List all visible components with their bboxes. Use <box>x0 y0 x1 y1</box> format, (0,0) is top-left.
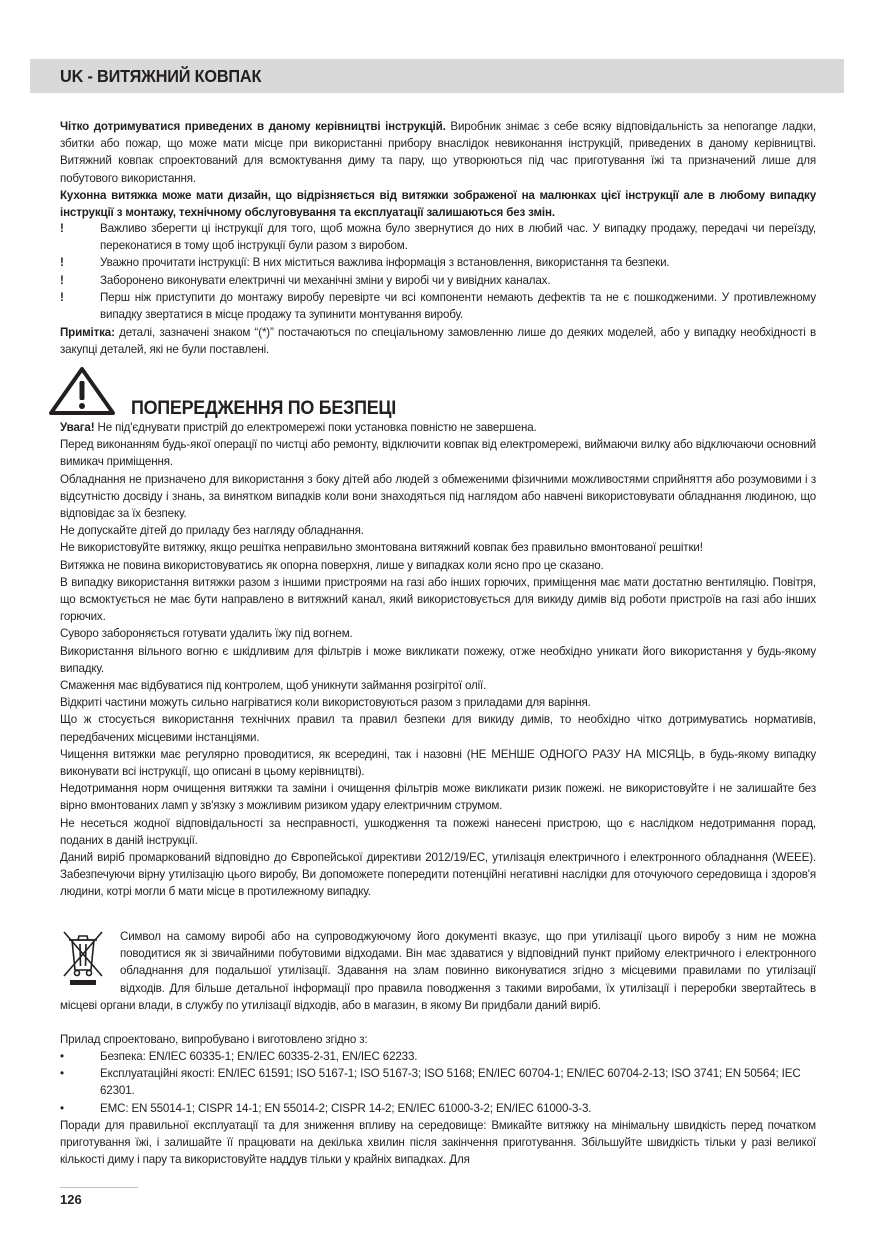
safety-paragraph: В випадку використання витяжки разом з іншими пристроями на газі або інших горючих, приміщення має мати достатню вентиляцію. Повітря, що всмоктується не має бути направлено в витяжний канал, який використовується для викиду димів від роботи пристроїв на газі або інших горючих. <box>60 575 816 624</box>
standards-text: Безпека: EN/IEC 60335-1; EN/IEC 60335-2-31, EN/IEC 62233. <box>100 1050 418 1063</box>
footer-divider <box>60 1187 138 1188</box>
exclamation-mark: ! <box>60 222 64 235</box>
intro-bold: Чітко дотримуватися приведених в даному керівництві інструкцій. <box>60 120 446 133</box>
safety-paragraph: Суворо забороняється готувати удалить їжу під вогнем. <box>60 627 353 641</box>
standards-item <box>60 1048 816 1065</box>
safety-paragraph: Смаження має відбуватися під контролем, щоб уникнути займання розігрітої олії. <box>60 679 487 693</box>
bullet: • <box>60 1067 64 1081</box>
warning-item <box>60 272 816 289</box>
safety-paragraph: Витяжка не повина використовуватись як опорна поверхня, лише у випадках коли ясно про це сказано. <box>60 558 604 572</box>
safety-body <box>60 419 816 901</box>
weee-icon-space <box>60 928 120 996</box>
safety-paragraph: Не несеться жодної відповідальності за несправності, ушкодження та пожежі нанесені пристрою, що є наслідком недотримання порад, поданих в даній інструкції. <box>60 816 816 847</box>
note-text: деталі, зазначені знаком “(*)” постачаються по спеціальному замовленню лише до деяких моделей, або у випадку необхідності в закупці деталей, які не були поставлені. <box>60 326 816 357</box>
standards-text: Експлуатаційні якості: EN/IEC 61591; ISO 5167-1; ISO 5167-3; ISO 5168; EN/IEC 60704-1; EN/IEC 60704-2-13; ISO 3741; EN 50564; IEC 62301. <box>100 1067 801 1098</box>
advice-paragraph: Поради для правильної експлуатації та для зниження впливу на середовище: Вмикайте витяжку на мінімальну швидкість перед початком приготування їжі, і залишайте її працювати на декілька хвилин після закінчення приготування. Збільшуйте швидкість тільки у разі великої кількості диму і пару та використовуйте наддув тільки у крайніх випадках. Для <box>60 1119 816 1167</box>
intro-text: Виробник знімає з себе всяку відповідальність за непоrange ладки, збитки або пожар, що може мати місце при використанні прибору внаслідок невиконання інструкцій, приведених в даному керівництві. Витяжний ковпак спроектований для всмоктування диму та пару, що утворюються під час приготування їжі та призначений лише для побутового використання. <box>60 120 816 185</box>
attention-label: Увага! <box>60 421 95 434</box>
standards-item <box>60 1065 816 1099</box>
section-header <box>30 59 844 93</box>
safety-paragraph: Не використовуйте витяжку, якщо решітка неправильно змонтована витяжний ковпак без правильно вмонтованої решітки! <box>60 541 703 555</box>
design-note-bold: Кухонна витяжка може мати дизайн, що відрізняється від витяжки зображеної на малюнках цієї інструкції але в любому випадку інструкції з монтажу, технічному обслуговування та експлуатації залишаються без змін. <box>60 189 816 220</box>
note-label: Примітка: <box>60 326 115 339</box>
page-title: UK - ВИТЯЖНИЙ КОВПАК <box>60 66 262 86</box>
warning-triangle-icon <box>47 365 117 417</box>
warning-item <box>60 220 816 254</box>
safety-paragraph: Недотримання норм очищення витяжки та заміни і очищення фільтрів може викликати ризик пожежі. не використовуйте і не залишайте без вірно вмонтованих ламп у зв'язку з можливим ризиком удару електричним струмом. <box>60 782 816 813</box>
warning-text: Важливо зберегти ці інструкції для того, щоб можна було звернутися до них в любий час. У випадку продажу, передачі чи переїзду, переконатися в тому щоб інструкції були разом з виробом. <box>100 222 816 253</box>
exclamation-mark: ! <box>60 290 64 304</box>
safety-paragraph: Чищення витяжки має регулярно проводитися, як всередині, так і назовні (НЕ МЕНШЕ ОДНОГО РАЗУ НА МІСЯЦЬ, в будь-якому випадку виконувати всі інструкції, що описані в цьому керівництві). <box>60 747 816 779</box>
safety-paragraph: Перед виконанням будь-якої операції по чистці або ремонту, відключити ковпак від електромережі, виймаючи вилку або відключаючи основний вимикач приміщення. <box>60 438 816 469</box>
warning-text: Заборонено виконувати електричні чи механічні зміни у виробі чи у вивідних каналах. <box>100 273 551 287</box>
standards-list <box>60 1048 816 1117</box>
page-number: 126 <box>60 1192 82 1207</box>
safety-paragraph: Використання вільного вогню є шкідливим для фільтрів і може викликати пожежу, отже необхідно уникати його використання у будь-якому випадку. <box>60 644 816 675</box>
exclamation-mark: ! <box>60 256 64 270</box>
safety-paragraph: Не допускайте дітей до приладу без нагляду обладнання. <box>60 524 364 538</box>
attention-text: Не під'єднувати пристрій до електромережі поки установка повністю не завершена. <box>94 421 537 434</box>
warning-text: Уважно прочитати інструкції: В них міститься важлива інформація з встановлення, використання та безпеки. <box>100 256 670 270</box>
safety-paragraph: Що ж стосується використання технічних правил та правил безпеки для викиду димів, то необхідно чітко дотримуватись нормативів, передбачених місцевими інстанціями. <box>60 713 816 744</box>
safety-paragraph: Відкриті частини можуть сильно нагріватися коли використовуються разом з приладами для варіння. <box>60 696 591 710</box>
safety-paragraph: Даний виріб промаркований відповідно до Європейської директиви 2012/19/EC, утилізація електричного і електронного обладнання (WEEE). Забезпечуючи вірну утилізацію цього виробу, Ви допоможете попередити потенційні негативні наслідки для оточуючого середовища і здоров'я людини, котрі могли б мати місце в протилежному випадку. <box>60 851 816 899</box>
warning-item <box>60 254 816 271</box>
intro-paragraph <box>60 118 816 187</box>
design-note-paragraph <box>60 187 816 221</box>
standards-intro: Прилад спроектовано, випробувано і виготовлено згідно з: <box>60 1033 368 1046</box>
bullet: • <box>60 1101 64 1115</box>
warning-text: Перш ніж приступити до монтажу виробу перевірте чи всі компоненти немають дефектів та не є пошкодженими. У противлежному випадку звертатися в місце продажу та зупинити монтування виробу. <box>100 290 816 322</box>
bullet: • <box>60 1050 64 1063</box>
exclamation-mark: ! <box>60 273 64 287</box>
warning-item <box>60 289 816 323</box>
attention-line <box>60 419 816 436</box>
weee-paragraph <box>60 928 816 1014</box>
weee-text: Символ на самому виробі або на супроводжуючому його документі вказує, що при утилізації цього виробу з ним не можна поводитися як зі звичайними побутовими відходами. Він має здаватися у відповідний пункт прийому електричного і електронного обладнання для подальшої утилізації. Здавання на злам повинно виконуватися згідно з місцевими правилами по утилізації відходів. Для більше детальної інформації про правила поводження з такими виробами, їх утилізації і переробки звертайтесь в місцеві органи влади, в службу по утилізації відходів, або в магазин, в якому Ви придбали даний виріб. <box>60 930 816 1012</box>
standards-item <box>60 1100 816 1117</box>
safety-title: ПОПЕРЕДЖЕННЯ ПО БЕЗПЕЦІ <box>131 397 396 419</box>
standards-text: EMC: EN 55014-1; CISPR 14-1; EN 55014-2; CISPR 14-2; EN/IEC 61000-3-2; EN/IEC 61000-3-3. <box>100 1101 592 1115</box>
note-paragraph <box>60 324 816 358</box>
safety-paragraph: Обладнання не призначено для використання з боку дітей або людей з обмеженими фізичними можливостями сприйняття або розумовими і з відсутністю досвіду і знань, за винятком випадків коли вони знаходяться під наглядом або навчені використовувати обладнання людиною, що відповідає за їх безпеку. <box>60 472 816 521</box>
warning-list <box>60 220 816 323</box>
